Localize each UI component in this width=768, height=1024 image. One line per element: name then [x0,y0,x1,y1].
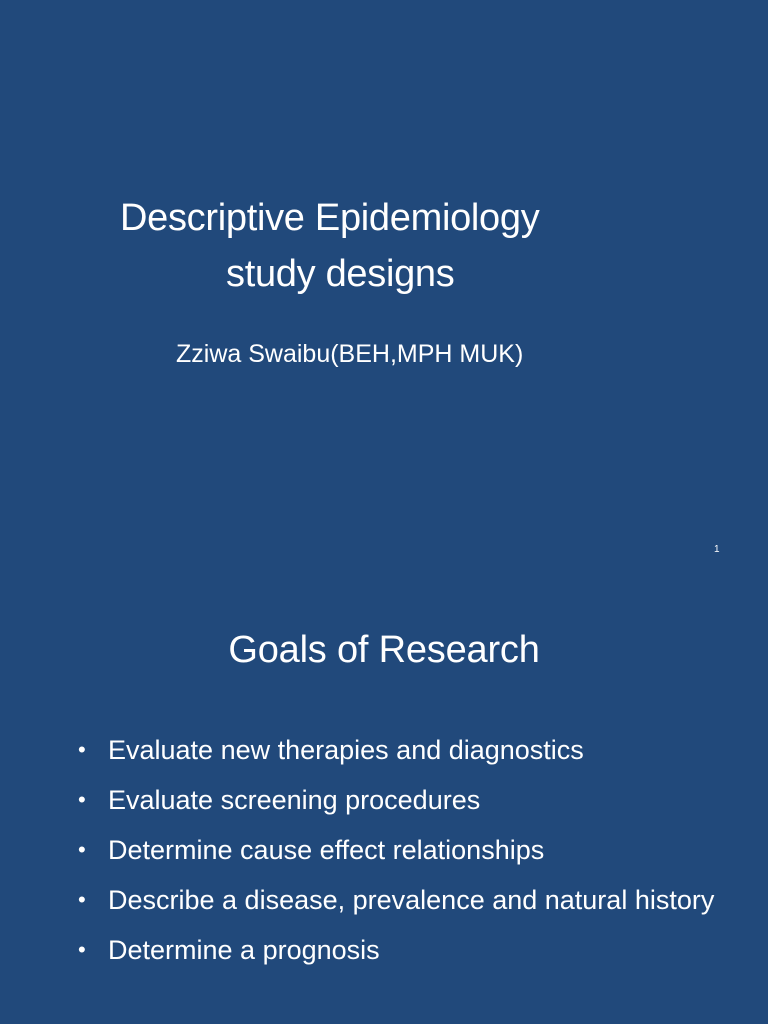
goals-title: Goals of Research [228,629,540,671]
bullet-icon: • [78,837,86,862]
bullet-text: Evaluate new therapies and diagnostics [108,735,584,765]
slide-title-line-2: study designs [226,253,455,295]
bullet-text: Evaluate screening procedures [108,785,481,815]
author-subtitle: Zziwa Swaibu(BEH,MPH MUK) [176,340,524,368]
bullet-item [78,930,738,970]
goals-bullet-list [78,730,738,980]
slide-title-line-1: Descriptive Epidemiology [120,197,540,239]
bullet-icon: • [78,787,86,812]
bullet-item [78,880,738,920]
bullet-icon: • [78,937,86,962]
bullet-icon: • [78,887,86,912]
bullet-text: Determine a prognosis [108,935,380,965]
bullet-item [78,830,738,870]
bullet-text: Describe a disease, prevalence and natural history [108,885,715,915]
bullet-item [78,730,738,770]
goals-slide [0,576,768,1024]
bullet-text: Determine cause effect relationships [108,835,545,865]
slide-number: 1 [714,544,720,555]
bullet-item [78,780,738,820]
bullet-icon: • [78,737,86,762]
